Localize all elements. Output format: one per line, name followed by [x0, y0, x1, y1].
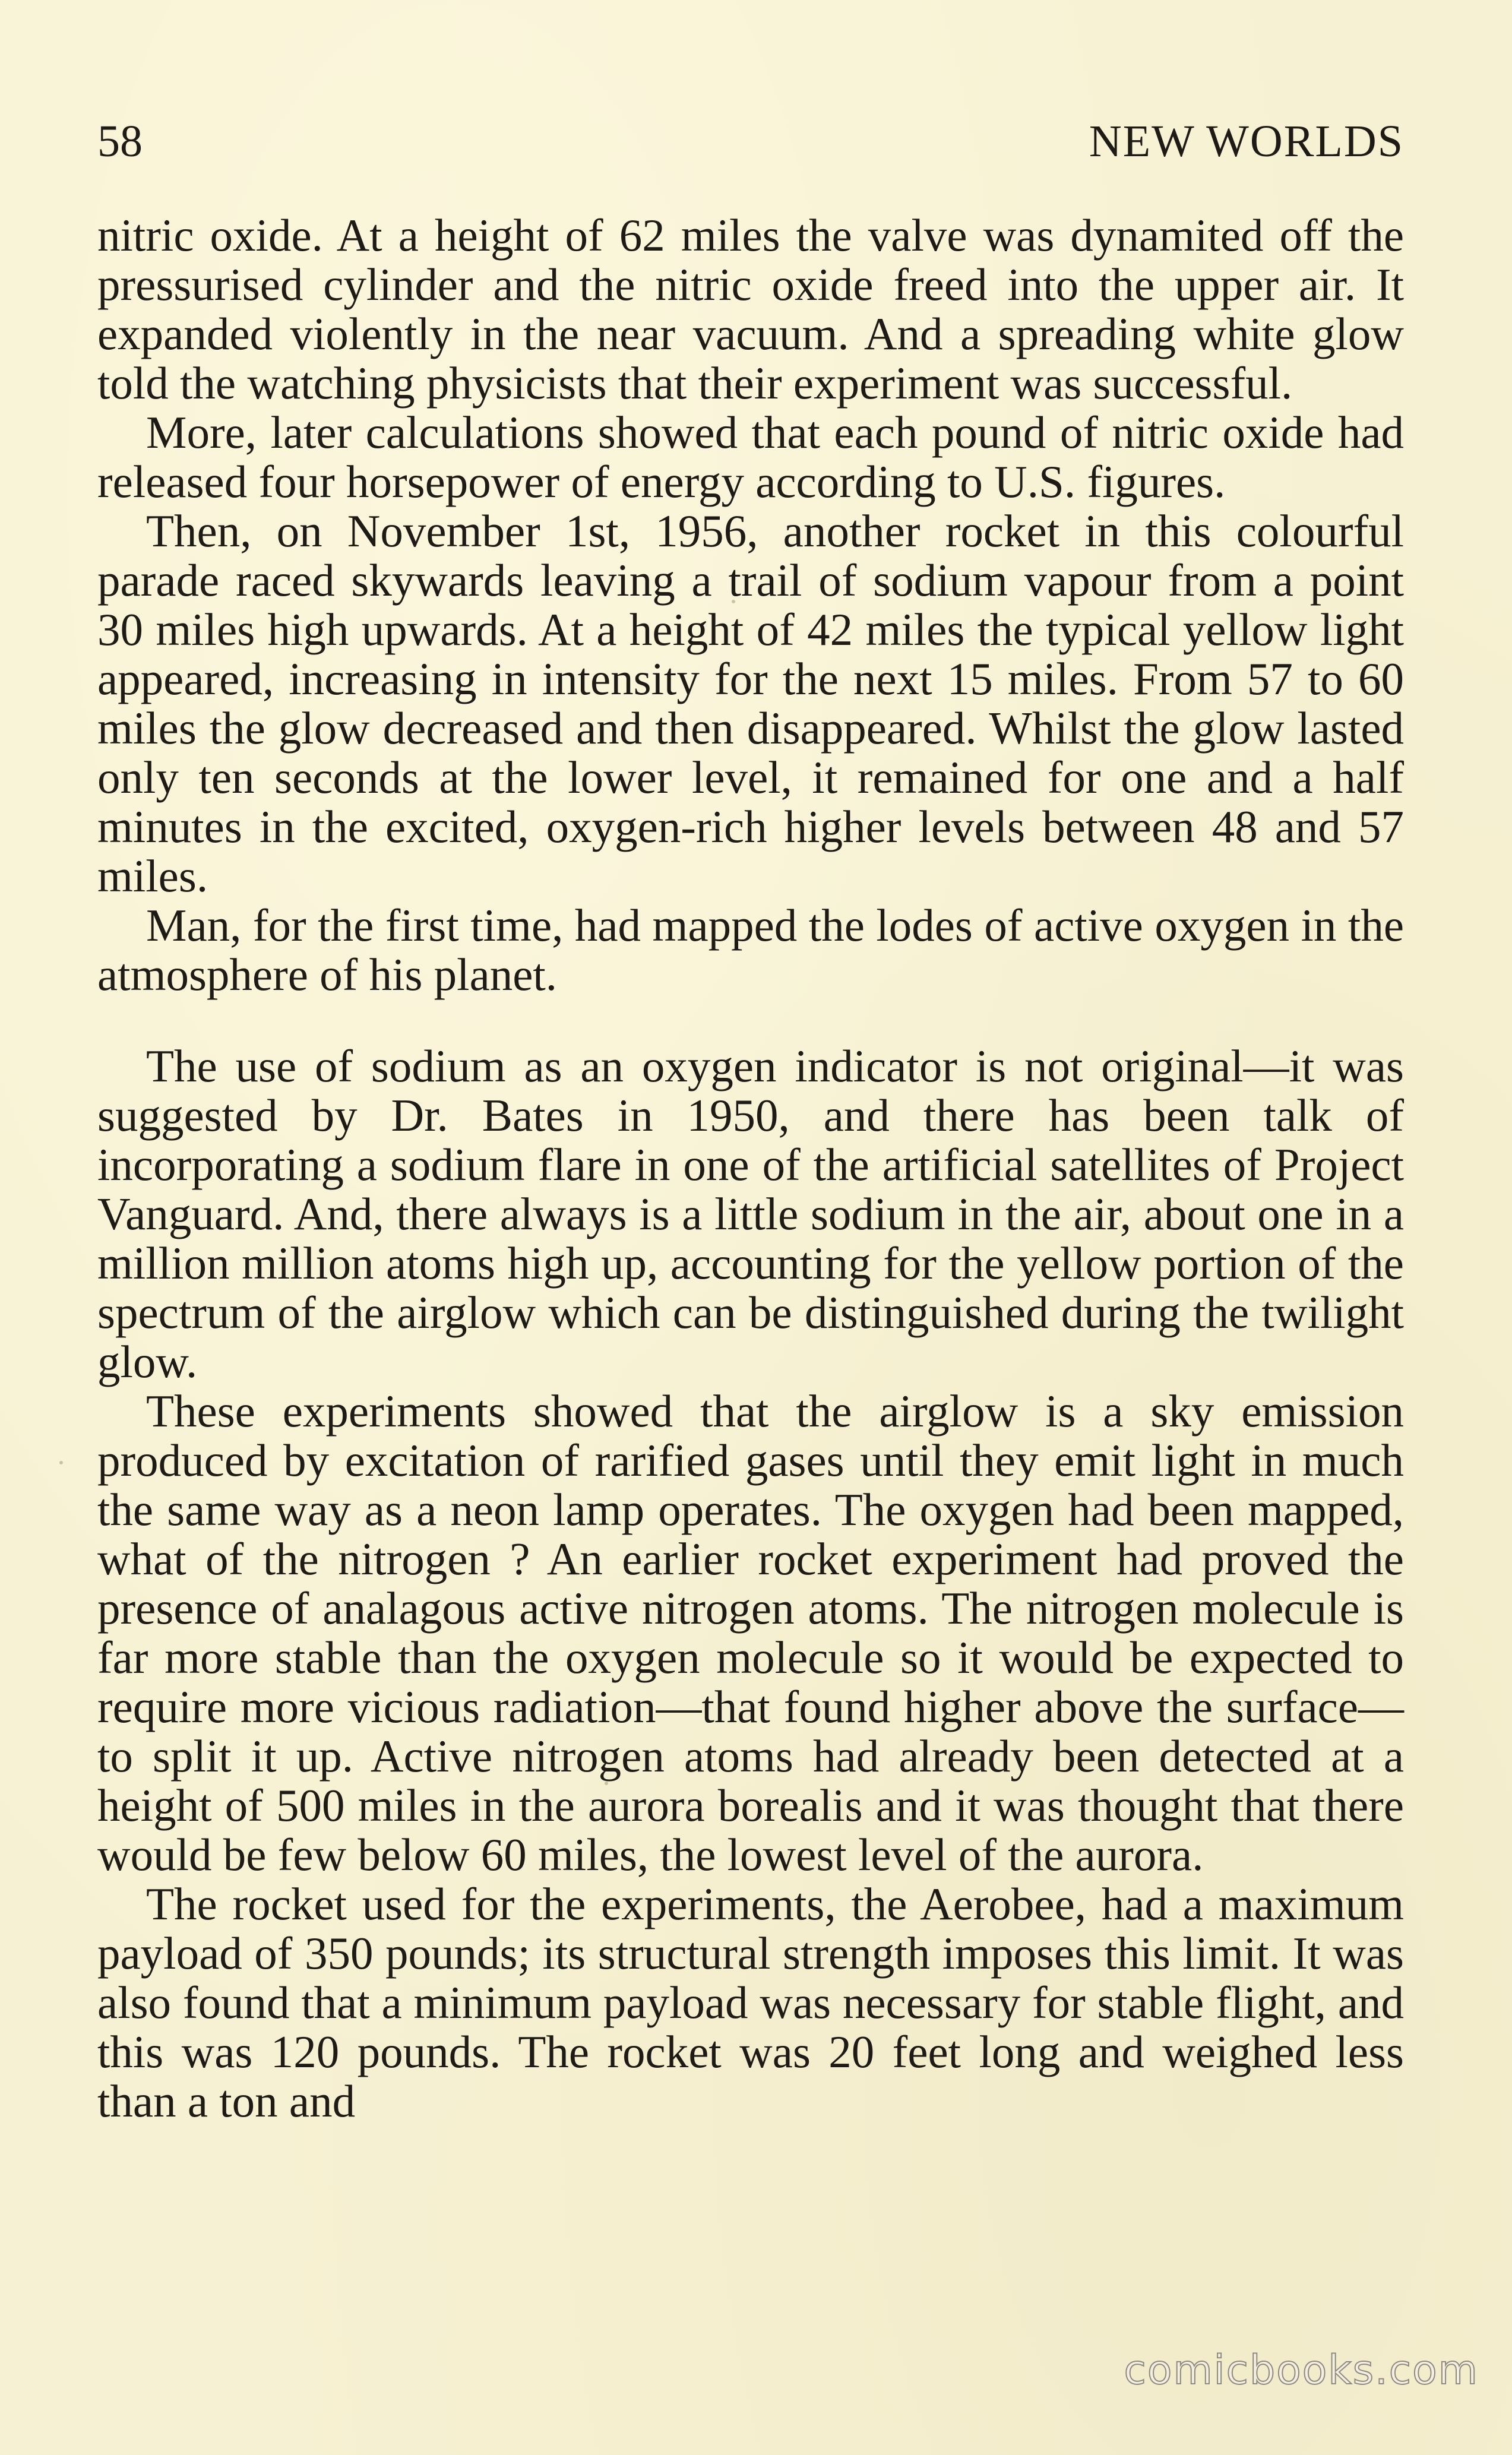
paragraph-calculations: More, later calculations showed that each pound of nitric oxide had released four horsepower of energy according to U.S. figures.	[97, 407, 1404, 507]
running-head: NEW WORLDS	[1089, 116, 1404, 166]
paper-speck	[605, 1782, 608, 1785]
paragraph-airglow-nitrogen: These experiments showed that the airglow is a sky emission produced by excitation of rarified gases until they emit light in much the same way as a neon lamp operates. The oxygen had been mapped, what of the nitrogen ? An earlier rocket experiment had proved the presence of analagous active nitrogen atoms. The nitrogen molecule is far more stable than the oxygen molecule so it would be expected to require more vicious radiation—that found higher above the surface—to split it up. Active nitrogen atoms had already been detected at a height of 500 miles in the aurora borealis and it was thought that there would be few below 60 miles, the lowest level of the aurora.	[97, 1385, 1404, 1880]
page-header	[97, 112, 1404, 171]
paper-speck	[59, 1461, 63, 1464]
watermark-logo: comicbooks.com	[1124, 2347, 1479, 2394]
body-text	[97, 211, 1404, 2126]
paper-speck	[732, 600, 735, 603]
paragraph-nitric-oxide: nitric oxide. At a height of 62 miles the valve was dynamited off the pressurised cylinder and the nitric oxide freed into the upper air. It expanded violently in the near vacuum. And a spreading white glow told the watching physicists that their experiment was successful.	[97, 210, 1404, 409]
paragraph-sodium-rocket: Then, on November 1st, 1956, another rocket in this colourful parade raced skywards leaving a trail of sodium vapour from a point 30 miles high upwards. At a height of 42 miles the typical yellow light appeared, increasing in intensity for the next 15 miles. From 57 to 60 miles the glow decreased and then disappeared. Whilst the glow lasted only ten seconds at the lower level, it remained for one and a half minutes in the excited, oxygen-rich higher levels between 48 and 57 miles.	[97, 505, 1404, 901]
page-number: 58	[97, 116, 143, 166]
paragraph-aerobee-rocket: The rocket used for the experiments, the Aerobee, had a maximum payload of 350 pounds; its structural strength imposes this limit. It was also found that a minimum payload was necessary for stable flight, and this was 120 pounds. The rocket was 20 feet long and weighed less than a ton and	[97, 1878, 1404, 2127]
paragraph-sodium-indicator: The use of sodium as an oxygen indicator is not original—it was suggested by Dr. Bates in 1950, and there has been talk of incorporating a sodium flare in one of the artificial satellites of Project Vanguard. And, there always is a little sodium in the air, about one in a million million atoms high up, accounting for the yellow portion of the spectrum of the airglow which can be distinguished during the twilight glow.	[97, 1040, 1404, 1387]
paragraph-mapped-oxygen: Man, for the first time, had mapped the lodes of active oxygen in the atmosphere of his planet.	[97, 900, 1404, 1000]
